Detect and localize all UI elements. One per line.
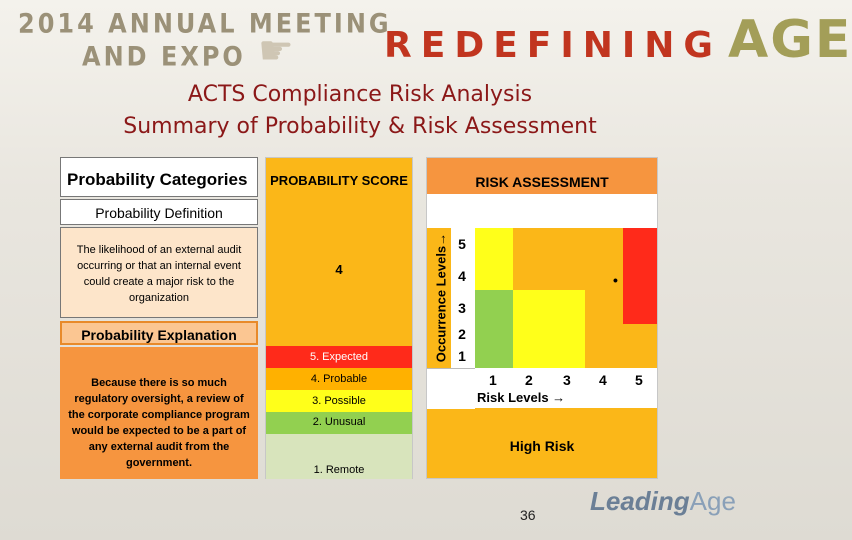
probability-level-unusual: 2. Unusual xyxy=(266,412,412,434)
grid-cell-red xyxy=(623,228,657,324)
page-number: 36 xyxy=(520,507,536,523)
occurrence-level-2: 2 xyxy=(458,326,466,342)
risk-level-2: 2 xyxy=(525,372,533,388)
risk-assessment-panel xyxy=(426,157,658,479)
probability-level-remote: 1. Remote xyxy=(266,434,412,479)
conference-name-line1: 2014 ANNUAL MEETING xyxy=(18,8,392,39)
risk-level-1: 1 xyxy=(489,372,497,388)
risk-assessment-spacer xyxy=(427,194,657,228)
occurrence-level-numbers xyxy=(451,228,475,368)
redefining-age-logo xyxy=(384,10,852,70)
probability-score-heading: PROBABILITY SCORE xyxy=(270,173,408,188)
conference-name-line2: AND EXPO xyxy=(82,41,246,72)
risk-assessment-heading: RISK ASSESSMENT xyxy=(427,158,657,194)
probability-level-probable: 4. Probable xyxy=(266,368,412,390)
risk-level-4: 4 xyxy=(599,372,607,388)
grid-cell-yellow xyxy=(513,290,585,368)
risk-levels-axis-label: Risk Levels → xyxy=(477,390,566,405)
occurrence-level-5: 5 xyxy=(458,236,466,252)
occurrence-level-1: 1 xyxy=(458,348,466,364)
age-word: AGE xyxy=(727,10,852,70)
probability-score-value: 4 xyxy=(335,262,343,277)
risk-heat-grid xyxy=(475,228,657,368)
conference-banner xyxy=(0,0,852,80)
risk-marker: • xyxy=(613,272,618,288)
risk-axis-corner xyxy=(427,368,475,409)
grid-cell-yellow-top-left xyxy=(475,228,513,290)
occurrence-level-4: 4 xyxy=(458,268,466,284)
risk-result: High Risk xyxy=(509,438,575,454)
grid-cell-green xyxy=(475,290,513,368)
probability-categories-heading: Probability Categories xyxy=(60,157,258,197)
occurrence-levels-label-text: Occurrence Levels→ xyxy=(433,232,449,363)
probability-level-possible: 3. Possible xyxy=(266,390,412,412)
logo-main: Leading xyxy=(590,486,690,516)
slide-title: ACTS Compliance Risk Analysis xyxy=(187,82,533,107)
risk-level-5: 5 xyxy=(635,372,643,388)
redefining-word: REDEFINING xyxy=(384,25,722,66)
risk-level-3: 3 xyxy=(563,372,571,388)
probability-categories-panel xyxy=(60,157,258,479)
probability-definition-text: The likelihood of an external audit occurring or that an internal event could create a major risk to the organization xyxy=(60,227,258,318)
probability-definition-heading: Probability Definition xyxy=(60,199,258,225)
probability-explanation-heading: Probability Explanation xyxy=(60,321,258,345)
probability-score-panel xyxy=(265,157,413,479)
logo-suffix: Age xyxy=(689,486,736,516)
slide-subtitle: Summary of Probability & Risk Assessment xyxy=(123,114,597,139)
occurrence-level-3: 3 xyxy=(458,300,466,316)
leadingage-logo xyxy=(590,486,736,517)
probability-explanation-text: Because there is so much regulatory oversight, a review of the corporate compliance program would be expected to be a part of any external audit from the government. xyxy=(60,347,258,479)
pointing-hand-icon: ☛ xyxy=(258,29,294,73)
probability-level-expected: 5. Expected xyxy=(266,346,412,368)
occurrence-levels-axis-label xyxy=(431,230,449,370)
